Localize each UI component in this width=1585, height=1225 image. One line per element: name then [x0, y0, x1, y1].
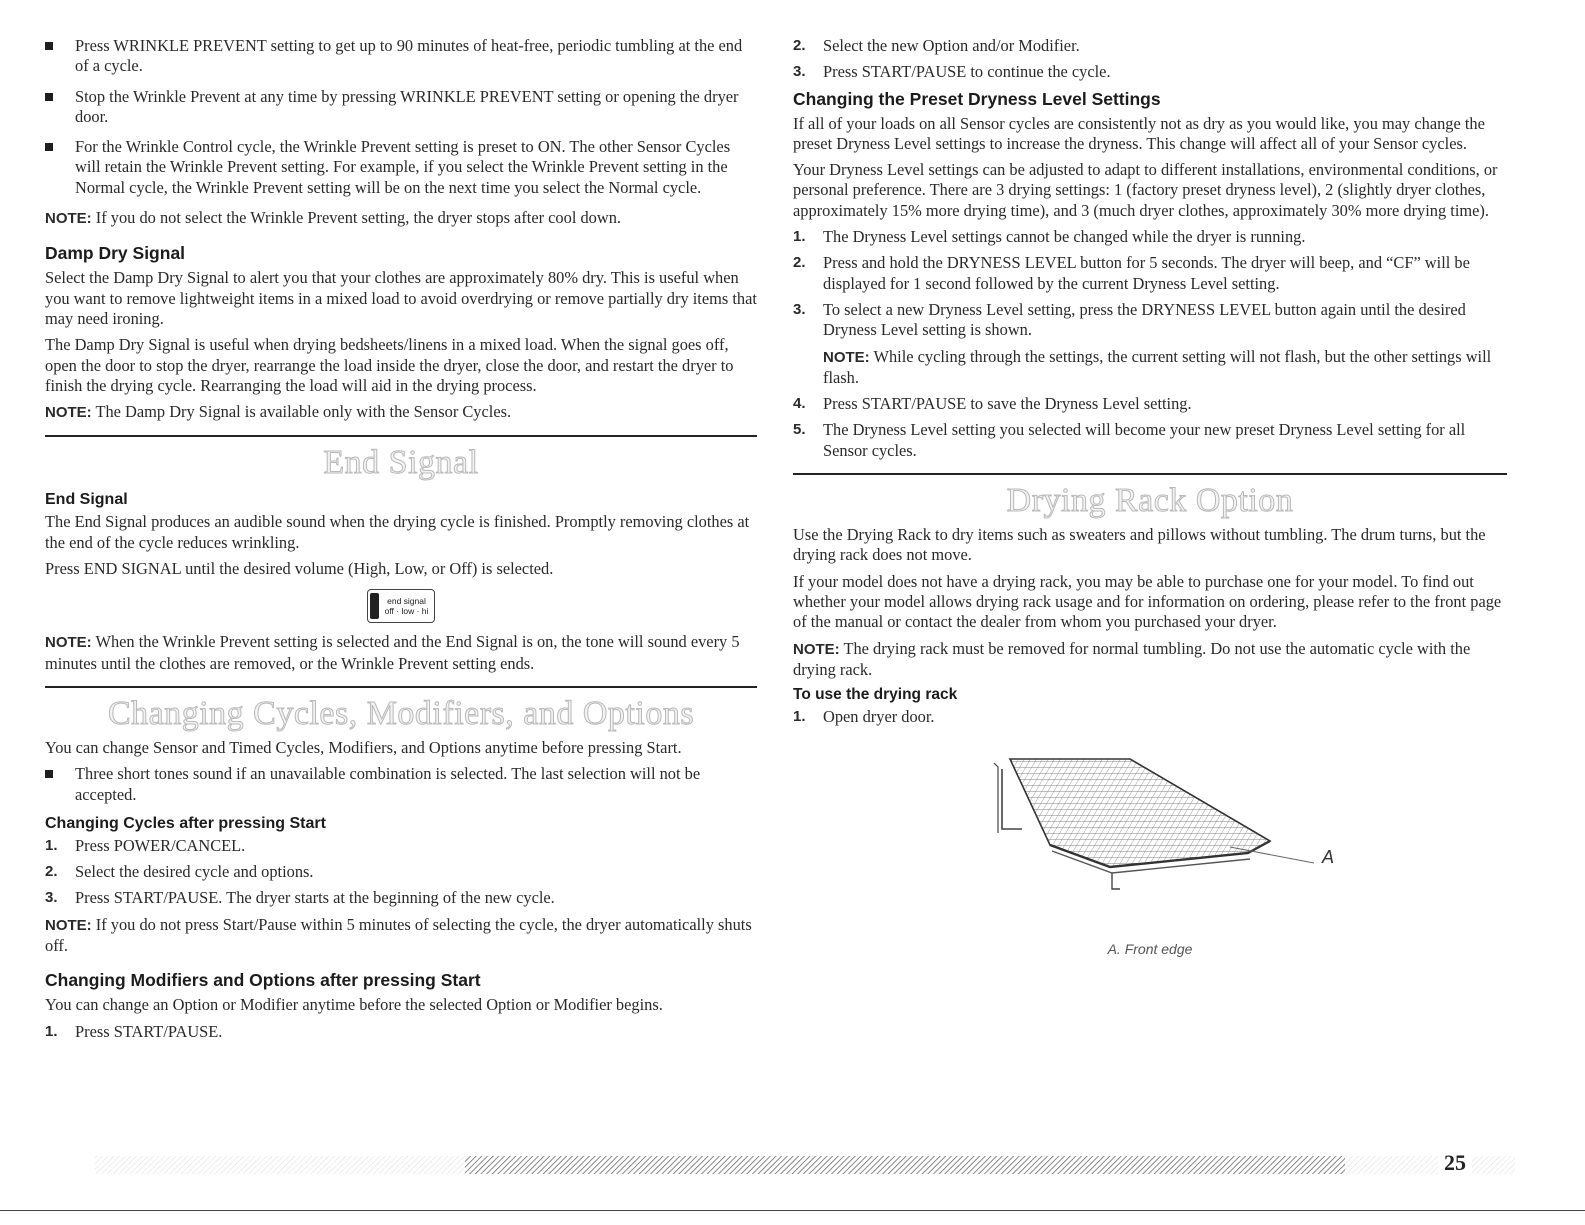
- drying-rack-paragraph-2: If your model does not have a drying rack, you may be able to purchase one for your model. To find out whether your model allows drying rack usage and for information on ordering, please refer to the front page of the manual or contact the dealer from whom you purchased your dryer.: [793, 571, 1502, 632]
- note-text: The drying rack must be removed for normal tumbling. Do not use the automatic cycle with the drying rack.: [793, 638, 1471, 679]
- step-text: Press START/PAUSE to save the Dryness Level setting.: [823, 394, 1192, 414]
- list-item: [793, 62, 1507, 82]
- step-text: Open dryer door.: [823, 707, 935, 727]
- callout-line: [1230, 847, 1314, 863]
- list-item: [45, 836, 757, 856]
- note-label: NOTE:: [45, 634, 92, 652]
- step-number: 3.: [793, 300, 806, 318]
- changing-modifiers-steps: [45, 1022, 757, 1042]
- step-text: Press START/PAUSE.: [75, 1021, 223, 1041]
- note-label: NOTE:: [45, 404, 92, 422]
- end-signal-button: [367, 589, 436, 623]
- end-signal-heading: End Signal: [45, 491, 128, 509]
- note-text: When the Wrinkle Prevent setting is selected and the End Signal is on, the tone will sound every 5 minutes until the clothes are removed, or the Wrinkle Prevent setting ends.: [45, 632, 740, 673]
- changing-cycles-steps: [45, 836, 757, 909]
- control-label: end signal: [387, 596, 426, 607]
- note-text: If you do not select the Wrinkle Prevent setting, the dryer stops after cool down.: [91, 208, 621, 228]
- changing-modifiers-paragraph: You can change an Option or Modifier anytime before the selected Option or Modifier begins.: [45, 995, 663, 1015]
- list-item: [45, 888, 757, 908]
- list-item: [793, 707, 1507, 727]
- list-item: [45, 1022, 757, 1042]
- list-item: [793, 253, 1507, 294]
- step-text: Press POWER/CANCEL.: [75, 835, 246, 855]
- control-options: off · low · hi: [384, 606, 429, 617]
- step-text: Select the desired cycle and options.: [75, 862, 314, 882]
- step-text: The Dryness Level settings cannot be changed while the dryer is running.: [823, 227, 1306, 247]
- list-item: Stop the Wrinkle Prevent at any time by pressing WRINKLE PREVENT setting or opening the dryer door.: [45, 87, 757, 128]
- list-item: [793, 420, 1507, 461]
- step-number: 1.: [793, 708, 806, 726]
- modifier-continue-steps: [793, 36, 1507, 83]
- step-number: 4.: [793, 395, 806, 413]
- changing-section-title: Changing Cycles, Modifiers, and Options: [107, 694, 695, 732]
- damp-dry-paragraph-2: The Damp Dry Signal is useful when drying bedsheets/linens in a mixed load. When the signal goes off, open the door to stop the dryer, rearrange the load inside the dryer, close the door, and restart the dryer to finish the drying cycle. Rearranging the load will aid in the drying process.: [45, 335, 734, 395]
- dryness-steps-continued: [793, 394, 1507, 461]
- end-signal-control-illustration: [45, 589, 757, 624]
- drying-rack-paragraph-1: Use the Drying Rack to dry items such as sweaters and pillows without tumbling. The drum turns, but the drying rack does not move.: [793, 525, 1486, 565]
- section-divider: [793, 473, 1507, 475]
- changing-cycles-heading: Changing Cycles after pressing Start: [45, 814, 326, 832]
- note-text: The Damp Dry Signal is available only with the Sensor Cycles.: [91, 402, 512, 422]
- step-text: Press and hold the DRYNESS LEVEL button for 5 seconds. The dryer will beep, and “CF” will be displayed for 1 second followed by the current Dryness Level setting.: [823, 253, 1470, 293]
- damp-dry-paragraph-1: Select the Damp Dry Signal to alert you that your clothes are approximately 80% dry. This is useful when you want to remove lightweight items in a mixed load to avoid overdrying or remove partially dry items that may need ironing.: [45, 268, 757, 328]
- section-divider: [45, 686, 757, 688]
- step-text: Press START/PAUSE to continue the cycle.: [823, 62, 1111, 82]
- list-item: [793, 227, 1507, 247]
- step-text: Select the new Option and/or Modifier.: [823, 36, 1080, 55]
- figure-caption: A. Front edge: [1107, 941, 1193, 958]
- step-number: 2.: [793, 37, 806, 54]
- list-item: [793, 36, 1507, 56]
- wrinkle-note: [45, 208, 757, 229]
- drying-rack-illustration: [940, 749, 1360, 949]
- dryness-paragraph-1: If all of your loads on all Sensor cycles are consistently not as dry as you would like, you may change the preset Dryness Level settings to increase the dryness. This change will affect all of your Sensor cycles.: [793, 113, 1485, 153]
- step-number: 3.: [793, 63, 806, 81]
- wrinkle-bullets: [45, 36, 757, 198]
- step-text: The Dryness Level setting you selected will become your new preset Dryness Level setting for all Sensor cycles.: [823, 420, 1466, 460]
- step-number: 2.: [793, 254, 806, 272]
- changing-bullets: [45, 764, 757, 805]
- changing-paragraph: You can change Sensor and Timed Cycles, Modifiers, and Options anytime before pressing Start.: [45, 737, 682, 757]
- footer-band: [95, 1152, 1515, 1178]
- note-text: While cycling through the settings, the current setting will not flash, but the other settings will flash.: [823, 346, 1492, 387]
- dryness-step-note: [793, 347, 1507, 389]
- note-label: NOTE:: [45, 210, 92, 228]
- step-text: Press START/PAUSE. The dryer starts at the beginning of the new cycle.: [75, 888, 555, 908]
- list-item: [793, 394, 1507, 414]
- changing-cycles-note: [45, 915, 757, 957]
- drying-rack-figure: [940, 749, 1360, 959]
- end-signal-paragraph-2: Press END SIGNAL until the desired volume (High, Low, or Off) is selected.: [45, 559, 554, 579]
- step-number: 1.: [45, 1022, 58, 1040]
- step-text: To select a new Dryness Level setting, press the DRYNESS LEVEL button again until the desired Dryness Level setting is shown.: [823, 299, 1466, 340]
- page-number: 25: [1438, 1150, 1472, 1176]
- list-item: [45, 862, 757, 882]
- section-divider: [45, 435, 757, 437]
- dryness-heading: Changing the Preset Dryness Level Settings: [793, 88, 1161, 109]
- use-drying-rack-steps: [793, 707, 1507, 727]
- step-number: 3.: [45, 889, 58, 907]
- changing-modifiers-heading: Changing Modifiers and Options after pressing Start: [45, 970, 481, 991]
- damp-dry-heading: Damp Dry Signal: [45, 243, 186, 264]
- list-item: Press WRINKLE PREVENT setting to get up to 90 minutes of heat-free, periodic tumbling at the end of a cycle.: [45, 36, 757, 77]
- end-signal-note: [45, 632, 757, 674]
- indicator-led-icon: [370, 593, 379, 619]
- list-item: [793, 300, 1507, 341]
- step-number: 5.: [793, 421, 806, 439]
- end-signal-section-title: End Signal: [323, 444, 479, 482]
- callout-label: A: [1321, 847, 1334, 868]
- right-column: [793, 36, 1507, 959]
- damp-dry-note: [45, 402, 757, 423]
- note-label: NOTE:: [793, 640, 840, 658]
- step-number: 2.: [45, 863, 58, 881]
- dryness-steps: [793, 227, 1507, 340]
- use-drying-rack-heading: To use the drying rack: [793, 686, 958, 704]
- step-number: 1.: [45, 836, 58, 854]
- note-text: If you do not press Start/Pause within 5 minutes of selecting the cycle, the dryer automatically shuts off.: [45, 914, 752, 956]
- note-label: NOTE:: [45, 916, 92, 934]
- bottom-rule: [0, 1210, 1585, 1211]
- left-column: [45, 36, 757, 1048]
- list-item: For the Wrinkle Control cycle, the Wrinkle Prevent setting is preset to ON. The other Sensor Cycles will retain the Wrinkle Prevent setting. For example, if you select the Wrinkle Prevent setting in the Normal cycle, the Wrinkle Prevent setting will be on the next time you select the Normal cycle.: [45, 137, 757, 198]
- drying-rack-section-title: Drying Rack Option: [1006, 482, 1294, 520]
- end-signal-paragraph-1: The End Signal produces an audible sound when the drying cycle is finished. Promptly removing clothes at the end of the cycle reduces wrinkling.: [45, 512, 750, 552]
- step-number: 1.: [793, 228, 806, 246]
- dryness-paragraph-2: Your Dryness Level settings can be adjusted to adapt to different installations, environmental conditions, or personal preference. There are 3 drying settings: 1 (factory preset dryness level), 2 (slightly dryer clothes, approximately 15% more drying time), and 3 (much dryer clothes, approximately 30% more drying time).: [793, 160, 1498, 220]
- note-label: NOTE:: [823, 348, 870, 366]
- drying-rack-note: [793, 639, 1507, 681]
- list-item: Three short tones sound if an unavailable combination is selected. The last selection will not be accepted.: [45, 764, 757, 805]
